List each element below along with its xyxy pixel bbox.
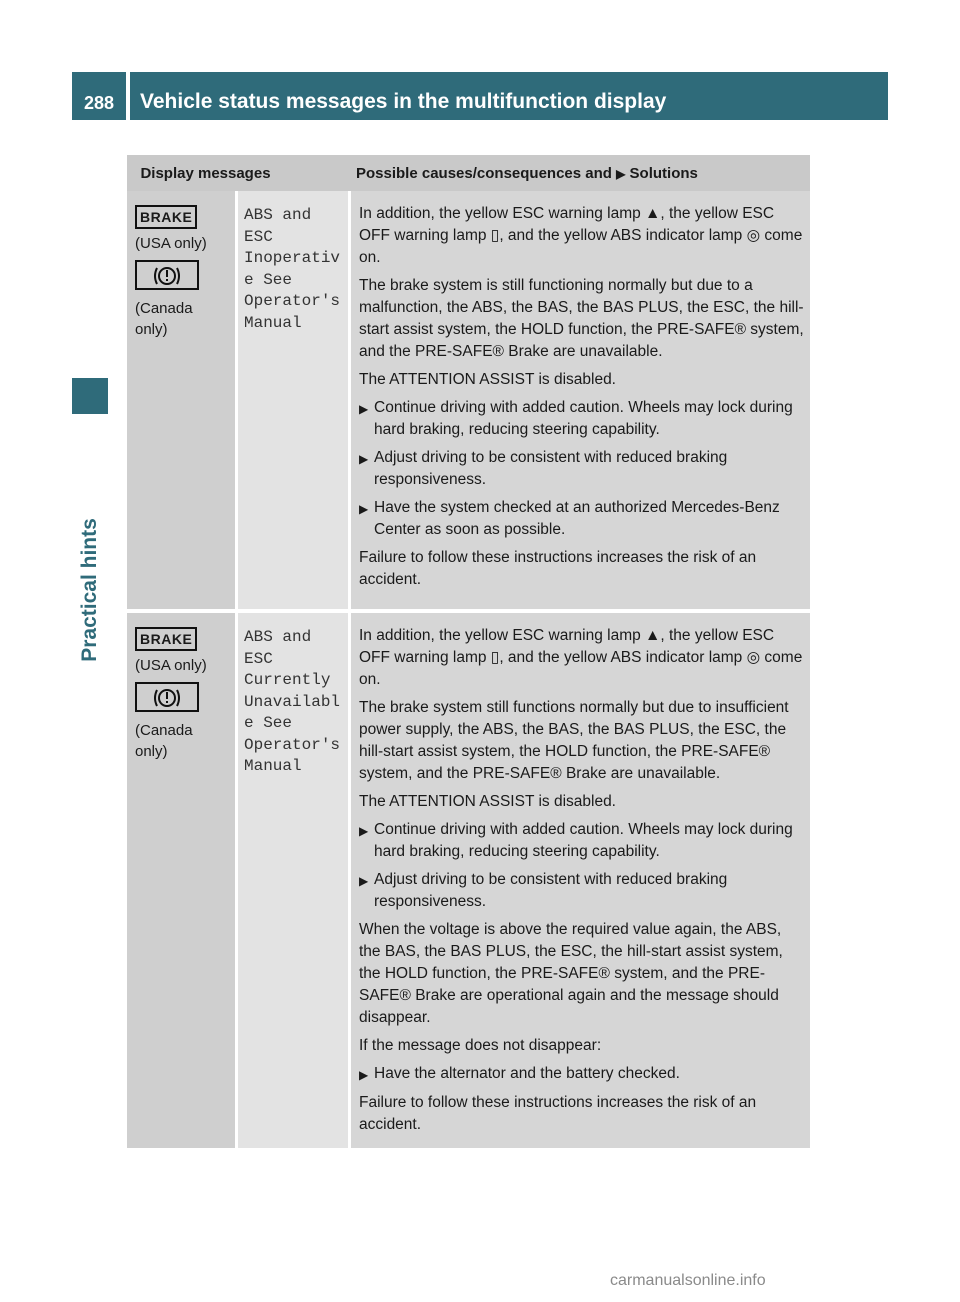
step-text: Continue driving with added caution. Wheels may lock during hard braking, reducing steering capability.: [374, 399, 793, 438]
step-arrow-icon: ▶: [359, 402, 369, 416]
step-arrow-icon: ▶: [359, 452, 369, 466]
col-causes-solutions: [284, 165, 810, 182]
step-arrow-icon: ▶: [359, 874, 369, 888]
display-message-text: ABS and ESC Currently Unavailabl e See Operator's Manual: [244, 628, 341, 775]
paragraph: In addition, the yellow ESC warning lamp ▲, the yellow ESC OFF warning lamp ▯, and the yellow ABS indicator lamp ◎ come on.: [359, 205, 803, 266]
paragraph: The brake system is still functioning normally but due to a malfunction, the ABS, the BAS, the BAS PLUS, the ESC, the hill-start assist system, the HOLD function, the PRE-SAFE® system, and the PRE-SAFE® Brake are unavailable.: [359, 277, 804, 360]
page-title: Vehicle status messages in the multifunction display: [140, 90, 667, 113]
solution-step: [359, 397, 804, 441]
step-text: Adjust driving to be consistent with reduced braking responsiveness.: [374, 449, 728, 488]
section-side-label: Practical hints: [78, 518, 101, 662]
display-icons-cell: [127, 191, 235, 609]
paragraph: The brake system still functions normally but due to insufficient power supply, the ABS, the BAS, the BAS PLUS, the ESC, the hill-start assist system, the HOLD function, the PRE-SAFE® system, and the PRE-SAFE® Brake are unavailable.: [359, 699, 789, 782]
brake-warning-canada-icon: [135, 260, 199, 290]
canada-note: (Canada only): [135, 722, 193, 760]
solutions-cell: [351, 613, 810, 1148]
brake-warning-canada-icon: [135, 682, 199, 712]
solutions-cell: [351, 191, 810, 609]
paragraph: In addition, the yellow ESC warning lamp ▲, the yellow ESC OFF warning lamp ▯, and the yellow ABS indicator lamp ◎ come on.: [359, 627, 803, 688]
header-divider: [126, 72, 130, 120]
brake-warning-icon: BRAKE: [135, 205, 197, 229]
section-tab-marker: [72, 378, 108, 414]
col-solutions-label: Solutions: [629, 164, 698, 182]
paragraph: The ATTENTION ASSIST is disabled.: [359, 793, 616, 810]
step-arrow-icon: ▶: [359, 1068, 369, 1082]
step-text: Have the alternator and the battery checked.: [374, 1065, 680, 1082]
page-number: 288: [83, 93, 115, 113]
solution-step: [359, 869, 804, 913]
solution-step: [359, 497, 804, 541]
table-header: [127, 155, 810, 191]
usa-note: (USA only): [135, 235, 207, 252]
paragraph: When the voltage is above the required value again, the ABS, the BAS, the BAS PLUS, the ESC, the hill-start assist system, the HOLD function, the PRE-SAFE® system, and the PRE-SAFE® Brake are operational again and the message should disappear.: [359, 921, 783, 1026]
watermark: carmanualsonline.info: [610, 1272, 766, 1289]
table-row: [127, 613, 810, 1148]
paragraph: Failure to follow these instructions increases the risk of an accident.: [359, 549, 757, 588]
step-text: Have the system checked at an authorized Mercedes-Benz Center as soon as possible.: [374, 499, 780, 538]
col-causes-label: Possible causes/consequences and: [356, 164, 612, 182]
usa-note: (USA only): [135, 657, 207, 674]
solution-arrow-icon: ▶: [616, 166, 626, 181]
step-arrow-icon: ▶: [359, 824, 369, 838]
step-arrow-icon: ▶: [359, 502, 369, 516]
message-cell: [238, 613, 348, 1148]
table-row: [127, 191, 810, 609]
canada-note: (Canada only): [135, 300, 193, 338]
paragraph: The ATTENTION ASSIST is disabled.: [359, 371, 616, 388]
solution-step: [359, 819, 804, 863]
display-icons-cell: [127, 613, 235, 1148]
message-cell: [238, 191, 348, 609]
paragraph: If the message does not disappear:: [359, 1037, 602, 1054]
solution-step: [359, 447, 804, 491]
col-display-messages: Display messages: [140, 164, 271, 182]
messages-table: [127, 155, 810, 1148]
step-text: Continue driving with added caution. Wheels may lock during hard braking, reducing steering capability.: [374, 821, 793, 860]
brake-warning-icon: BRAKE: [135, 627, 197, 651]
solution-step: [359, 1063, 804, 1086]
display-message-text: ABS and ESC Inoperativ e See Operator's Manual: [244, 206, 341, 332]
step-text: Adjust driving to be consistent with reduced braking responsiveness.: [374, 871, 728, 910]
paragraph: Failure to follow these instructions increases the risk of an accident.: [359, 1094, 757, 1133]
